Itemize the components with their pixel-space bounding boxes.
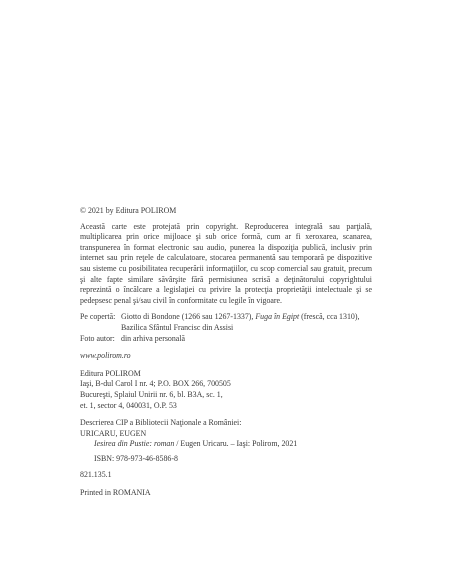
author-photo-value: din arhiva personală <box>121 333 185 343</box>
cip-heading: Descrierea CIP a Bibliotecii Naţionale a României: <box>80 418 242 428</box>
legal-notice: Această carte este protejată prin copyright. Reproducerea integrală sau parţială, multiplicarea prin orice mijloace şi sub orice formă, cum ar fi xeroxarea, scanarea, transpunerea în format electronic sau audio, punerea la dispoziţia publică, inclusiv prin internet sau prin reţele de calculatoare, stocarea permanentă sau temporară pe dispozitive sau sisteme cu posibilitatea recuperării informaţiilor, cu scop comercial sau gratuit, precum şi alte fapte similare săvârşite fără permisiunea scrisă a deţinătorului copyrightului reprezintă o încălcare a legislaţiei cu privire la protecţia proprietăţii intelectuale şi se pedepsesc penal şi/sau civil în conformitate cu legile în vigoare. <box>80 221 372 305</box>
cover-credit-location: (frescă, cca 1310), Bazilica Sfântul Francisc din Assisi <box>121 312 360 332</box>
publisher-address-bucuresti: Bucureşti, Splaiul Unirii nr. 6, bl. B3A, sc. 1, <box>80 389 223 399</box>
publisher-address-bucuresti-cont: et. 1, sector 4, 040031, O.P. 53 <box>80 400 177 410</box>
publisher-address-iasi: Iaşi, B-dul Carol I nr. 4; P.O. BOX 266, 700505 <box>80 379 231 389</box>
publisher-website: www.polirom.ro <box>80 351 131 361</box>
publisher-address <box>80 369 372 411</box>
copyright-line: © 2021 by Editura POLIROM <box>80 206 177 215</box>
isbn: ISBN: 978-973-46-8586-8 <box>94 453 178 463</box>
cover-credit-label: Pe copertă: <box>80 312 116 322</box>
publisher-name: Editura POLIROM <box>80 368 141 378</box>
cip-title <box>80 439 372 450</box>
cip-title-italic: Iesirea din Pustie: roman <box>94 439 175 449</box>
image-credits <box>80 312 372 344</box>
cip-author: URICARU, EUGEN <box>80 428 147 438</box>
cover-credit-artwork-title: Fuga în Egipt <box>255 312 300 322</box>
cover-credit <box>80 312 372 333</box>
udc-classification: 821.135.1 <box>80 470 112 480</box>
cover-credit-artist: Giotto di Bondone (1266 sau 1267-1337), <box>121 312 256 322</box>
cip-title-rest: / Eugen Uricaru. – Iaşi: Polirom, 2021 <box>174 439 298 449</box>
cover-credit-value <box>121 312 372 333</box>
cip-description <box>80 418 372 464</box>
printed-in: Printed in ROMANIA <box>80 488 151 498</box>
copyright-page <box>80 206 372 499</box>
author-photo-label: Foto autor: <box>80 333 115 343</box>
author-photo-credit <box>80 334 372 345</box>
